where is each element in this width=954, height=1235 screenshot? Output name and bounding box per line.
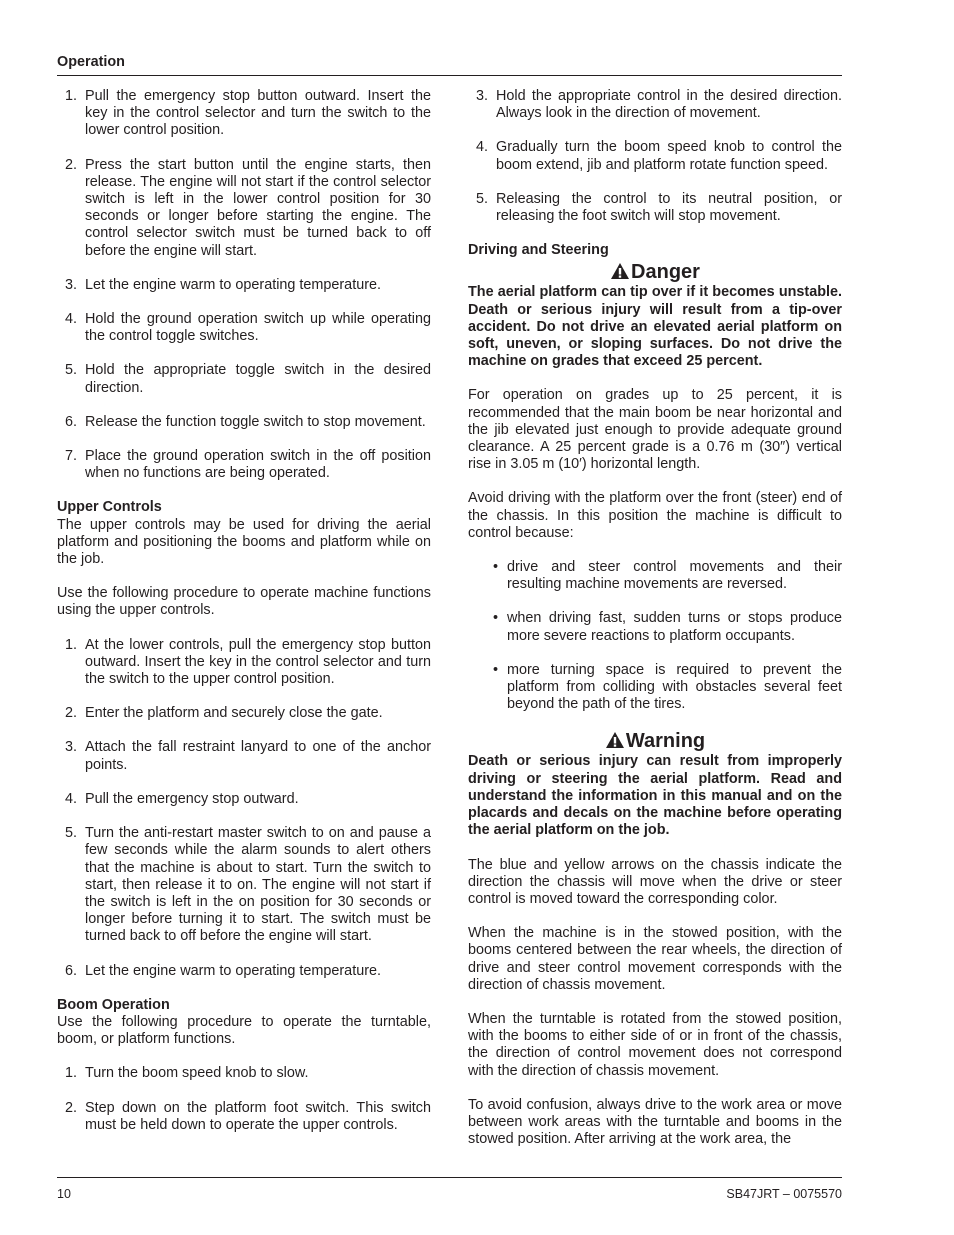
step-text: Attach the fall restraint lanyard to one of the anchor points.: [85, 739, 431, 773]
step-number: 3.: [65, 739, 78, 756]
bullet-list: [468, 559, 842, 713]
upper-controls-section: [57, 499, 431, 568]
step-number: 5.: [476, 190, 489, 207]
step-number: 6.: [65, 962, 78, 979]
step-text: Let the engine warm to operating temperature.: [85, 276, 381, 293]
step-number: 4.: [65, 311, 78, 328]
paragraph: Use the following procedure to operate machine functions using the upper controls.: [57, 585, 431, 619]
page-section-title: Operation: [57, 54, 125, 70]
bullet-icon: •: [493, 559, 499, 576]
step-text: Release the function toggle switch to stop movement.: [85, 413, 426, 430]
step-number: 1.: [65, 636, 78, 653]
step-text: Hold the ground operation switch up while operating the control toggle switches.: [85, 311, 431, 345]
step-text: Pull the emergency stop button outward. Insert the key in the control selector and turn the switch to the lower control position.: [85, 88, 431, 139]
list-item: [57, 791, 431, 808]
list-item: [57, 448, 431, 482]
warning-triangle-icon: [605, 731, 625, 749]
step-number: 5.: [65, 362, 78, 379]
list-item: [57, 157, 431, 260]
list-item: [57, 311, 431, 345]
bullet-icon: •: [493, 610, 499, 627]
step-number: 7.: [65, 448, 78, 465]
footer-rule: [57, 1177, 842, 1178]
step-text: Enter the platform and securely close the gate.: [85, 705, 383, 722]
list-item: [57, 963, 431, 980]
step-number: 1.: [65, 88, 78, 104]
step-number: 4.: [65, 790, 78, 807]
step-text: Let the engine warm to operating temperature.: [85, 962, 381, 979]
header-rule: [57, 75, 842, 76]
step-text: Press the start button until the engine starts, then release. The engine will not start if the control selector switch is left in the lower control position for 30 seconds or longer before starting the engine. The control selector switch must be turned back to off before the engine will start.: [85, 156, 431, 259]
document-id: SB47JRT – 0075570: [726, 1187, 842, 1201]
boom-operation-section: [57, 997, 431, 1049]
section-heading: Boom Operation: [57, 996, 170, 1013]
step-text: Turn the boom speed knob to slow.: [85, 1065, 309, 1082]
section-heading: Upper Controls: [57, 499, 162, 516]
paragraph: When the machine is in the stowed position, with the booms centered between the rear wheels, the direction of drive and steer control movement corresponds with the direction of chassis movement.: [468, 925, 842, 993]
list-item: [468, 662, 842, 714]
step-number: 2.: [65, 705, 78, 722]
paragraph: For operation on grades up to 25 percent, it is recommended that the main boom be near horizontal and the jib elevated just enough to provide adequate ground clearance. A 25 percent grade is a 0.76 m (30″) vertical rise in 3.05 m (10′) horizontal length.: [468, 387, 842, 473]
warning-text: Death or serious injury can result from improperly driving or steering the aerial platform. Read and understand the information in this manual and on the placards and decals on the machine before operating the aerial platform on the job.: [468, 753, 842, 839]
step-text: Gradually turn the boom speed knob to control the boom extend, jib and platform rotate function speed.: [496, 139, 842, 173]
list-item: [57, 277, 431, 294]
step-number: 3.: [476, 88, 489, 104]
list-item: [468, 610, 842, 644]
step-text: Pull the emergency stop outward.: [85, 790, 299, 807]
page-number: 10: [57, 1187, 71, 1201]
paragraph: When the turntable is rotated from the stowed position, with the booms to either side of or in front of the chassis, the direction of control movement does not correspond with the direction of chassis movement.: [468, 1010, 842, 1079]
right-column: [468, 88, 842, 1148]
warning-heading: [468, 730, 842, 752]
step-text: Releasing the control to its neutral position, or releasing the foot switch will stop movement.: [496, 190, 842, 225]
list-item: [57, 705, 431, 722]
boom-operation-steps-continued: [468, 88, 842, 225]
step-number: 2.: [65, 156, 78, 173]
step-number: 6.: [65, 413, 78, 430]
step-text: Turn the anti-restart master switch to on and pause a few seconds while the alarm sounds to alert others that the machine is about to start. Turn the switch to start, then release it to on. The engine will not start if the switch is left in the on position for 30 seconds or longer before turning it to start. The switch must be turned back to off before the engine will start.: [85, 825, 431, 945]
boom-operation-steps: [57, 1065, 431, 1134]
danger-heading: [468, 261, 842, 283]
list-item: [57, 739, 431, 773]
section-heading: Driving and Steering: [468, 242, 609, 259]
step-number: 5.: [65, 825, 78, 842]
paragraph: Use the following procedure to operate the turntable, boom, or platform functions.: [57, 1013, 431, 1048]
bullet-icon: •: [493, 661, 499, 678]
danger-title: Danger: [631, 261, 700, 284]
left-column: [57, 88, 431, 1134]
bullet-text: drive and steer control movements and their resulting machine movements are reversed.: [507, 559, 842, 593]
list-item: [57, 825, 431, 945]
step-text: Place the ground operation switch in the off position when no functions are being operated.: [85, 448, 431, 482]
step-text: At the lower controls, pull the emergency stop button outward. Insert the key in the control selector and turn the switch to the upper control position.: [85, 636, 431, 688]
bullet-text: more turning space is required to prevent the platform from colliding with obstacles several feet beyond the path of the tires.: [507, 661, 842, 713]
warning-triangle-icon: [610, 262, 630, 280]
step-number: 4.: [476, 139, 489, 156]
list-item: [57, 637, 431, 689]
list-item: [57, 88, 431, 140]
step-text: Hold the appropriate toggle switch in the desired direction.: [85, 362, 431, 396]
paragraph: To avoid confusion, always drive to the work area or move between work areas with the turntable and booms in the stowed position. After arriving at the work area, the: [468, 1096, 842, 1148]
lower-controls-steps: [57, 88, 431, 482]
step-number: 2.: [65, 1099, 78, 1116]
danger-text: The aerial platform can tip over if it becomes unstable. Death or serious injury will result from a tip-over accident. Do not drive an elevated aerial platform on soft, uneven, or sloping surfaces. Do not drive the machine on grades that exceed 25 percent.: [468, 284, 842, 370]
bullet-text: when driving fast, sudden turns or stops produce more severe reactions to platform occupants.: [507, 610, 842, 644]
warning-title: Warning: [625, 730, 706, 753]
list-item: [57, 414, 431, 431]
list-item: [57, 1065, 431, 1082]
step-number: 3.: [65, 276, 78, 293]
step-text: Hold the appropriate control in the desired direction. Always look in the direction of movement.: [496, 88, 842, 122]
paragraph: The upper controls may be used for driving the aerial platform and positioning the booms and platform while on the job.: [57, 516, 431, 568]
step-text: Step down on the platform foot switch. This switch must be held down to operate the upper controls.: [85, 1099, 431, 1133]
list-item: [468, 88, 842, 122]
upper-controls-steps: [57, 637, 431, 980]
list-item: [468, 191, 842, 225]
paragraph: Avoid driving with the platform over the front (steer) end of the chassis. In this position the machine is difficult to control because:: [468, 490, 842, 541]
list-item: [468, 559, 842, 593]
list-item: [57, 1100, 431, 1134]
step-number: 1.: [65, 1065, 78, 1082]
paragraph: The blue and yellow arrows on the chassis indicate the direction the chassis will move when the drive or steer control is moved toward the corresponding color.: [468, 856, 842, 907]
list-item: [57, 362, 431, 396]
list-item: [468, 139, 842, 173]
